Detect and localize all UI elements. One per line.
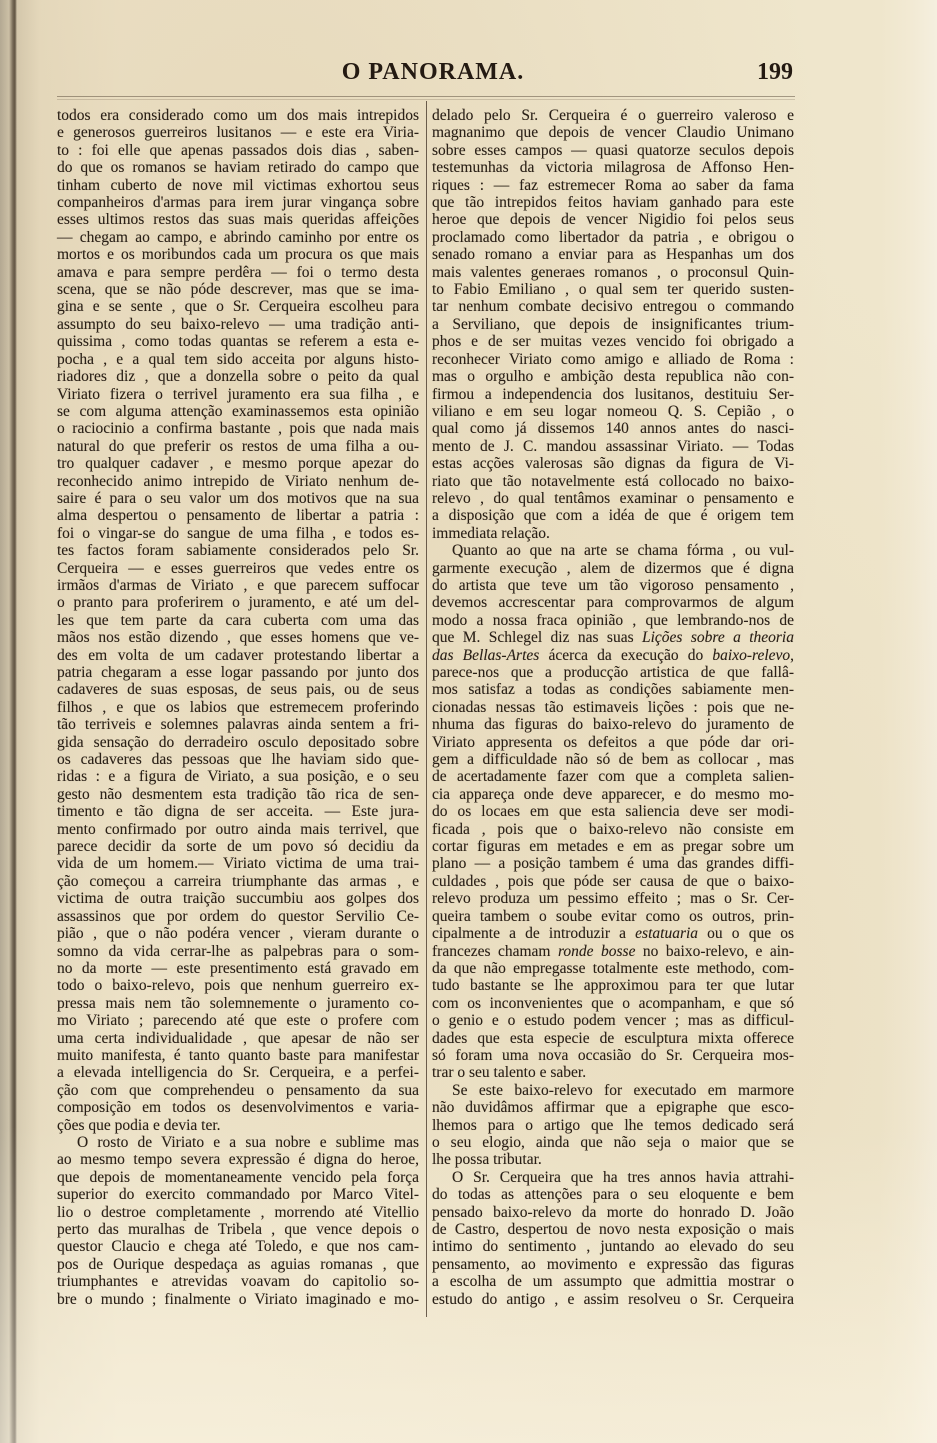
text-line: gesto não desmentem esta tradição tão rica de sen- — [57, 785, 419, 803]
text-line: phos e de ser muitas vezes vencido foi obrigado a — [432, 333, 794, 351]
text-line: bre o mundo ; finalmente o Viriato imaginado e mo- — [57, 1290, 419, 1308]
text-line: uma certa individualidade , que apesar de não ser — [57, 1029, 419, 1047]
text-line — [432, 647, 794, 664]
text-line: cia appareça onde deve apparecer, e do mesmo mo- — [432, 785, 794, 803]
text-line: O Sr. Cerqueira que ha tres annos havia attrahi- — [452, 1168, 794, 1186]
text-line: lio o destroe completamente , morrendo até Vitellio — [57, 1203, 419, 1221]
text-line: ao mesmo tempo severa expressão é digna do heroe, — [57, 1151, 419, 1169]
text-line: natural do que preferir os restos de uma filha a ou- — [57, 437, 419, 455]
text-line: pensado baixo-relevo da morte do honrado D. João — [432, 1203, 794, 1221]
text-line: de acertadamente fazer com que a completa salien- — [432, 768, 794, 786]
header-rule-secondary — [57, 99, 795, 100]
text-line: scena, que se não póde descrever, mas que se ima- — [57, 281, 419, 299]
text-line: o genio e o estudo podem vencer ; mas as difficul- — [432, 1012, 794, 1030]
text-line: parece decidir da sorte de um povo só decidiu da — [57, 838, 419, 856]
page-number: 199 — [757, 59, 793, 85]
text-line: esses ultimos restos das suas mais queridas affeições — [57, 211, 419, 229]
text-line: filhos , e que os labios que estremecem proferindo — [57, 698, 419, 716]
text-line: vida de um homem.— Viriato victima de uma trai- — [57, 855, 419, 873]
text-run: , — [790, 646, 795, 664]
text-line: firmou a independencia dos lusitanos, destituiu Ser- — [432, 385, 794, 403]
text-line: lhe possa tributar. — [432, 1151, 542, 1169]
text-line: testemunhas da victoria milagrosa de Affonso Hen- — [432, 159, 794, 177]
text-line: pensamento, ao movimento e expressão das figuras — [432, 1255, 794, 1273]
text-line: superior do exercito commandado por Marco Vitel- — [57, 1186, 419, 1204]
text-line: lhemos para o artigo que lhe temos dedicado será — [432, 1116, 794, 1134]
text-line: todos era considerado como um dos mais intrepidos — [57, 107, 419, 124]
text-line: assassinos que por ordem do questor Servilio Ce- — [57, 907, 419, 925]
text-run: ácerca da execução do — [539, 646, 713, 664]
text-run: no baixo-relevo, e ain- — [635, 942, 794, 960]
text-line: — chegam ao campo, e abrindo caminho por entre os — [57, 228, 419, 246]
text-line: des em volta de um cadaver protestando libertar a — [57, 646, 419, 664]
text-line: do que os romanos se haviam retirado do campo que — [57, 159, 419, 177]
text-line: ficada , pois que o baixo-relevo não consiste em — [432, 820, 794, 838]
text-line: mento de J. C. mandou assassinar Viriato. — Todas — [432, 437, 794, 455]
text-line: tar nenhum combate decisivo entregou o commando — [432, 298, 794, 316]
text-line: triumphantes e atrevidas voavam do capitolio so- — [57, 1273, 419, 1291]
italic-phrase: das Bellas-Artes — [432, 646, 540, 664]
text-line: a Serviliano, que depois de insignificantes trium- — [432, 315, 794, 333]
text-line: tão terriveis e solemnes palavras ainda sentem a fri- — [57, 716, 419, 734]
text-line: patria chegaram a esse logar passando por junto dos — [57, 664, 419, 681]
text-line: riques : — faz estremecer Roma ao saber da fama — [432, 176, 794, 194]
header-rule — [57, 96, 795, 97]
right-column — [432, 107, 794, 1308]
text-line: ção começou a carreira triumphante das armas , e — [57, 872, 419, 890]
text-line: les que tem parte da cara cuberta com uma das — [57, 611, 419, 629]
text-line: se com alguma attenção examinassemos esta opinião — [57, 402, 419, 420]
text-line: tudo bastante se lhe approximou para ter que lutar — [432, 977, 794, 995]
text-line: devemos accrescentar para comprovarmos de algum — [432, 594, 794, 612]
text-line: da que não empregasse totalmente este methodo, com- — [432, 959, 794, 977]
text-line: todo o baixo-relevo, pois que nenhum guerreiro ex- — [57, 977, 419, 995]
text-line: relevo produza um pessimo effeito ; mas o Sr. Cer- — [432, 890, 794, 908]
text-line: a elevada intelligencia do Sr. Cerqueira, e a perfei- — [57, 1064, 419, 1082]
column-divider — [426, 101, 427, 1317]
text-line: trar o seu talento e saber. — [432, 1064, 587, 1082]
text-line: senado romano a enviar para as Hespanhas um dos — [432, 246, 794, 264]
text-line: saire é para o seu valor um dos motivos que na sua — [57, 489, 419, 507]
text-line: o pranto para proferirem o juramento, e até um del- — [57, 594, 419, 612]
text-line: tro qualquer cadaver , e mesmo porque apezar do — [57, 455, 419, 473]
text-line: no da morte — este presentimento está gravado em — [57, 959, 419, 977]
text-line: heroe que depois de vencer Nigidio foi pelos seus — [432, 211, 794, 229]
text-line: os cadaveres das pessoas que lhe haviam sido que- — [57, 751, 419, 769]
text-line — [432, 925, 794, 942]
text-line: o raciocinio a confirma bastante , pois que nada mais — [57, 420, 419, 438]
text-line: pião , que o não podéra vencer , vieram durante o — [57, 925, 419, 943]
text-line: intimo do sentimento , juntando ao elevado do seu — [432, 1238, 794, 1256]
text-line: questor Claucio e chega até Toledo, e que nos cam- — [57, 1238, 419, 1256]
text-line: tes factos foram sabiamente considerados pelo Sr. — [57, 542, 419, 560]
text-line: gida sensação do derradeiro osculo depositado sobre — [57, 733, 419, 751]
text-line — [432, 629, 794, 646]
text-line: modo a nossa fraca opinião , que lembrando-nos de — [432, 611, 794, 629]
text-line: culdades , pois que póde ser causa de que o baixo- — [432, 872, 794, 890]
text-line: cionadas nessas tão estimaveis lições : pois que ne- — [432, 698, 794, 716]
text-line: reconhecer Viriato como amigo e alliado de Roma : — [432, 350, 794, 368]
text-line: Viriato fizera o terrivel juramento era sua filha , e — [57, 385, 419, 403]
text-line: companheiros d'armas para irem jurar vingança sobre — [57, 194, 419, 212]
text-line: gina e se sente , que o Sr. Cerqueira escolheu para — [57, 298, 419, 316]
text-line: a disposição que com a idéa de que é origem tem — [432, 507, 794, 525]
text-line: irmãos d'armas de Viriato , e que parecem suffocar — [57, 576, 419, 594]
text-line: proclamado como libertador da patria , e obrigou o — [432, 228, 794, 246]
italic-phrase: Lições sobre a theoria — [641, 629, 794, 647]
text-line: pressa mais nem tão solemnemente o juramento co- — [57, 994, 419, 1012]
text-line: pos de Ourique despedaça as aguias romanas , que — [57, 1255, 419, 1273]
text-line: estudo do antigo , e assim resolveu o Sr. Cerqueira — [432, 1290, 794, 1308]
text-line: assumpto do seu baixo-relevo — uma tradição anti- — [57, 315, 419, 333]
text-line: Se este baixo-relevo for executado em marmore — [452, 1081, 794, 1099]
text-line: dades que esta especie de esculptura mixta offerece — [432, 1029, 794, 1047]
text-line: cortar figuras em metades e em as pregar sobre um — [432, 838, 794, 856]
text-line: não duvidâmos affirmar que a epigraphe que esco- — [432, 1099, 794, 1117]
text-line: parece-nos que a producção artistica de que fallâ- — [432, 664, 794, 681]
text-line: pocha , e a qual tem sido acceita por alguns histo- — [57, 350, 419, 368]
text-line: delado pelo Sr. Cerqueira é o guerreiro valeroso e — [432, 107, 794, 124]
text-line: to : foi elle que apenas passados dois dias , saben- — [57, 141, 419, 159]
text-line: magnanimo que depois de vencer Claudio Unimano — [432, 124, 794, 142]
text-line: só foram uma nova occasião do Sr. Cerqueira mos- — [432, 1046, 794, 1064]
text-line: perto das muralhas de Tribela , que vence depois o — [57, 1221, 419, 1238]
italic-phrase: baixo-relevo — [712, 646, 791, 664]
text-line: mais valentes generaes romanos , o proconsul Quin- — [432, 263, 794, 281]
text-line: sobre esses campos — quasi quatorze seculos depois — [432, 141, 794, 159]
text-run: que M. Schlegel diz nas suas — [432, 629, 642, 647]
text-line: ção com que comprehendeu o pensamento da sua — [57, 1081, 419, 1099]
text-line: a escolha de um assumpto que admittia mostrar o — [432, 1273, 794, 1291]
text-line: immediata relação. — [432, 524, 550, 542]
text-line: O rosto de Viriato e a sua nobre e sublime mas — [77, 1133, 419, 1151]
text-line: com os inconvenientes que o acompanham, e que só — [432, 994, 794, 1012]
text-line: amava e para sempre perdêra — foi o termo desta — [57, 263, 419, 281]
text-line: foi o vingar-se do sangue de uma filha , e todos es- — [57, 524, 419, 542]
italic-phrase: estatuaria — [635, 925, 699, 943]
text-line: do artista que teve um tão vigoroso pensamento , — [432, 576, 794, 594]
text-line: garmente execução , alem de dizermos que é digna — [432, 559, 794, 577]
text-line: quissima , como todas quantas se referem a esta e- — [57, 333, 419, 351]
text-line: o seu elogio, ainda que não seja o maior que se — [432, 1133, 794, 1151]
italic-phrase: ronde bosse — [557, 942, 636, 960]
text-line: mortos e os moribundos cada um procura os que mais — [57, 246, 419, 264]
text-line: ridas : e a figura de Viriato, a sua posição, e o seu — [57, 768, 419, 786]
text-line: somno da vida cerrar-lhe as palpebras para o som- — [57, 942, 419, 960]
text-line: que tão intrepidos feitos haviam ganhado para este — [432, 194, 794, 212]
text-line: nhuma das figuras do baixo-relevo do juramento de — [432, 716, 794, 734]
text-run: cipalmente a de introduzir a — [432, 925, 636, 943]
text-line: cadaveres de suas esposas, de seus pais, ou de seus — [57, 681, 419, 699]
text-line: que depois de momentaneamente vencido pela força — [57, 1168, 419, 1186]
text-line: composição em todos os desenvolvimentos e varia- — [57, 1099, 419, 1117]
text-line: mos satisfaz a todas as condições sabiamente men- — [432, 681, 794, 699]
text-line: alma despertou o pensamento de libertar a patria : — [57, 507, 419, 525]
text-line: de Castro, despertou de novo nesta exposição o mais — [432, 1221, 794, 1238]
text-line: Viriato appresenta os defeitos a que póde dar ori- — [432, 733, 794, 751]
text-line: mo Viriato ; parecendo até que este o profere com — [57, 1012, 419, 1030]
text-line: mento confirmado por outro ainda mais terrivel, que — [57, 820, 419, 838]
text-line: ções que podia e devia ter. — [57, 1116, 221, 1134]
text-line: queira tambem o soube evitar como os outros, prin- — [432, 907, 794, 925]
text-line: estas acções valerosas são dignas da figura de Vi- — [432, 455, 794, 473]
text-line: gem a difficuldade não só de bem as collocar , mas — [432, 751, 794, 769]
text-line: mãos nos estão dizendo , que esses homens que ve- — [57, 629, 419, 647]
text-line: do todas as attenções para o seu eloquente e bem — [432, 1186, 794, 1204]
running-title: O PANORAMA. — [341, 59, 525, 85]
text-line: relevo , do qual tentâmos examinar o pensamento e — [432, 489, 794, 507]
text-line: plano — a posição tambem é uma das grandes diffi- — [432, 855, 794, 873]
text-line — [432, 943, 794, 960]
text-run: francezes chamam — [432, 942, 558, 960]
text-line: mas o orgulho e ambição desta republica não con- — [432, 368, 794, 386]
text-line: Quanto ao que na arte se chama fórma , ou vul- — [452, 542, 794, 560]
text-line: Cerqueira — e esses guerreiros que vedes entre os — [57, 559, 419, 577]
text-line: e generosos guerreiros lusitanos — e este era Viria- — [57, 124, 419, 142]
text-line: qual como já dissemos 140 annos antes do nasci- — [432, 420, 794, 438]
text-run: ou o que os — [698, 925, 794, 943]
text-line: do os locaes em que esta saliencia deve ser modi- — [432, 803, 794, 821]
text-line: reconhecido animo intrepido de Viriato nenhum de- — [57, 472, 419, 490]
left-column — [57, 107, 419, 1308]
text-line: viliano e em seu logar nomeou Q. S. Cepião , o — [432, 402, 794, 420]
text-line: riato que tão notavelmente está collocado no baixo- — [432, 472, 794, 490]
text-line: tinham cuberto de nove mil victimas exhortou seus — [57, 176, 419, 194]
text-line: timento e tão digna de ser acceita. — Este jura- — [57, 803, 419, 821]
text-line: victima de outra traição succumbiu aos golpes dos — [57, 890, 419, 908]
text-line: riadores diz , que a donzella sobre o peito da qual — [57, 368, 419, 386]
text-line: muito manifesta, é tanto quanto baste para manifestar — [57, 1046, 419, 1064]
text-line: to Fabio Emiliano , o qual sem ter querido susten- — [432, 281, 794, 299]
